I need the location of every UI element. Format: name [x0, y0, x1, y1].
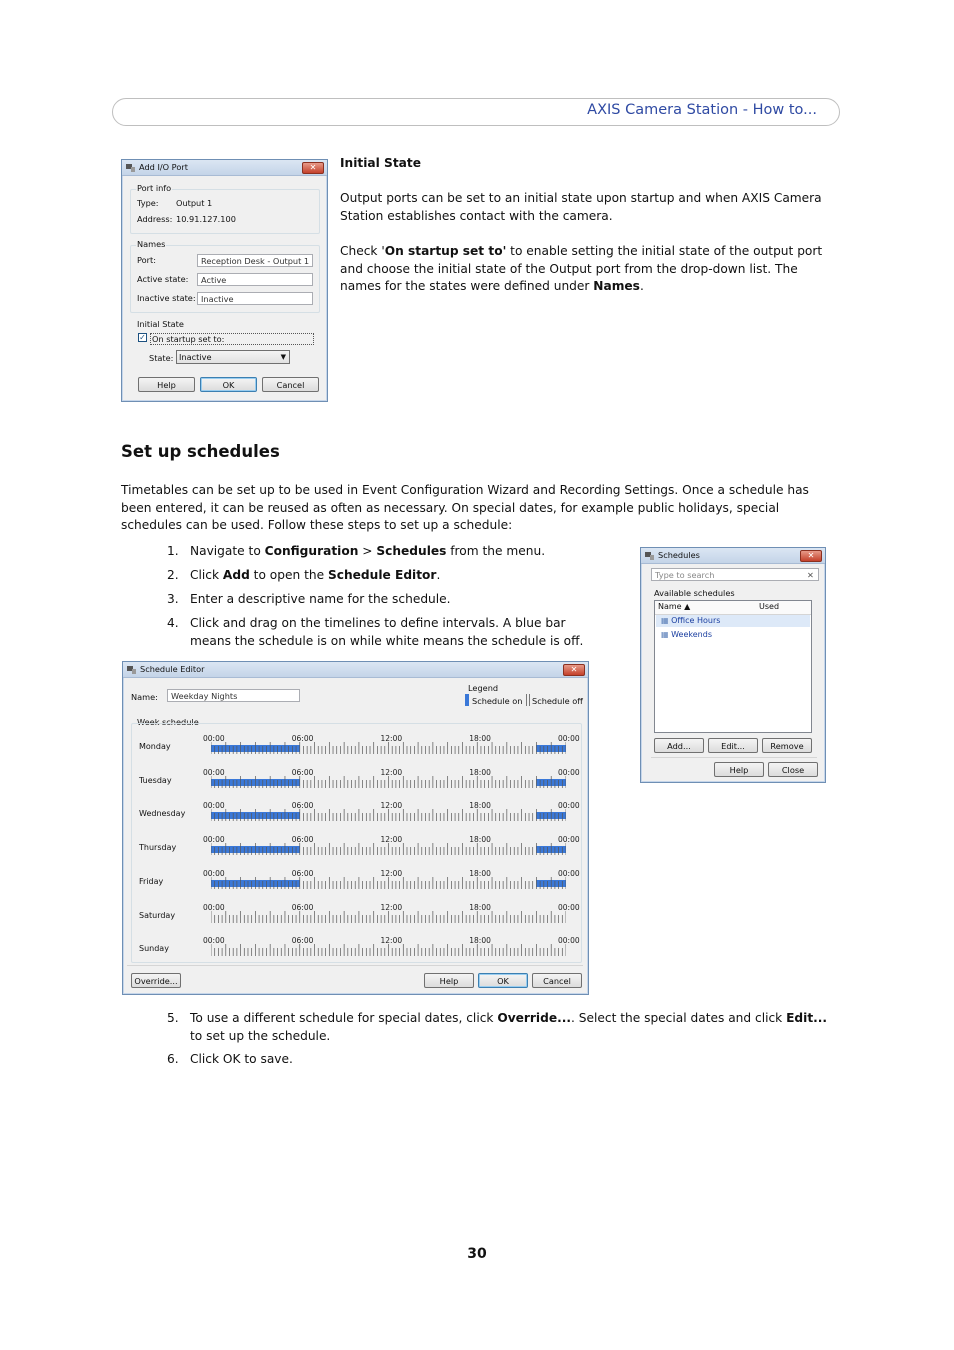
timeline-monday[interactable] — [211, 742, 566, 754]
text-run-bold: Override... — [497, 1011, 571, 1025]
page-number: 30 — [467, 1246, 487, 1262]
type-label: Type: — [137, 198, 159, 208]
tick-label: 18:00 — [469, 801, 491, 811]
startup-label: On startup set to: — [150, 333, 314, 345]
list-item[interactable] — [661, 630, 712, 639]
dialog-titlebar — [122, 160, 327, 176]
tick-label: 12:00 — [380, 902, 403, 912]
list-item-label: Weekends — [671, 630, 712, 639]
port-info-group — [130, 189, 320, 234]
tick-label: 12:00 — [380, 734, 403, 743]
dialog-title: Schedule Editor — [140, 664, 205, 674]
initial-state-label: Initial State — [137, 319, 184, 329]
tick-label: 00:00 — [558, 835, 580, 845]
tick-label: 06:00 — [291, 801, 314, 811]
help-button[interactable]: Help — [714, 762, 764, 777]
step-6-text: Click OK to save. — [190, 1052, 293, 1066]
divider — [127, 965, 583, 966]
col-header-name-label: Name — [658, 602, 682, 611]
tick-label: 12:00 — [380, 868, 403, 878]
tick-label: 18:00 — [469, 936, 491, 946]
tick-label: 00:00 — [203, 902, 225, 912]
app-icon — [126, 163, 135, 172]
tick-label: 00:00 — [203, 767, 225, 777]
name-label: Name: — [131, 692, 158, 702]
step-2-text — [190, 567, 610, 585]
text-run: Check ' — [340, 244, 385, 258]
text-run-bold: Names — [593, 279, 640, 294]
text-run: Click — [190, 568, 223, 582]
tick-label: 00:00 — [558, 734, 580, 743]
step-1-number: 1. — [167, 544, 179, 558]
legend-label: Legend — [468, 683, 499, 693]
week-schedule-label: Week schedule — [137, 717, 199, 727]
text-run: to enable setting the initial state of the output port and choose the initial state of the Output port from the drop-down list. The names for the states were defined under — [340, 244, 823, 294]
tick-label: 06:00 — [291, 835, 314, 845]
timeline-tuesday[interactable] — [211, 776, 566, 788]
initial-state-instructions — [340, 243, 832, 296]
close-icon[interactable]: ✕ — [800, 550, 822, 562]
schedules-intro: Timetables can be set up to be used in Event Configuration Wizard and Recording Settings. Once a schedule has been entered, it can be reused as often as necessary. On special dates, for example public holidays, special schedules can be used. Follow these steps to set up a schedule: — [121, 483, 809, 533]
help-button[interactable]: Help — [424, 973, 474, 988]
day-label: Wednesday — [139, 809, 186, 819]
tick-label: 00:00 — [558, 767, 580, 777]
text-run-bold: Schedules — [376, 544, 447, 558]
text-run-bold: Add — [222, 568, 250, 582]
tick-label: 18:00 — [469, 868, 491, 878]
close-icon[interactable]: ✕ — [302, 162, 324, 174]
tick-label: 06:00 — [291, 767, 314, 777]
step-4-number: 4. — [167, 616, 179, 630]
tick-label: 18:00 — [469, 734, 491, 743]
day-label: Sunday — [139, 944, 169, 954]
text-run: to open the — [249, 568, 328, 582]
app-icon — [127, 665, 136, 674]
tick-label: 12:00 — [380, 936, 403, 946]
tick-label: 12:00 — [380, 801, 403, 811]
tick-label: 18:00 — [469, 835, 491, 845]
sort-up-icon: ▲ — [684, 602, 691, 611]
step-2-number: 2. — [167, 568, 179, 582]
inactive-state-field[interactable]: Inactive — [197, 292, 313, 305]
port-name-field[interactable]: Reception Desk - Output 1 — [197, 254, 313, 267]
list-item-label: Office Hours — [671, 616, 721, 625]
cancel-button[interactable]: Cancel — [262, 377, 319, 392]
add-button[interactable]: Add... — [654, 738, 704, 753]
cancel-button[interactable]: Cancel — [532, 973, 582, 988]
state-label: State: — [149, 353, 174, 363]
text-run-bold: Configuration — [264, 544, 359, 558]
tick-label: 00:00 — [558, 936, 580, 946]
schedule-name-field[interactable]: Weekday Nights — [167, 689, 300, 702]
tick-label: 00:00 — [203, 734, 225, 743]
tick-label: 00:00 — [203, 801, 225, 811]
schedules-list[interactable] — [654, 600, 812, 733]
tick-label: 12:00 — [380, 767, 403, 777]
timeline-saturday[interactable] — [211, 911, 566, 923]
state-select[interactable] — [176, 350, 290, 364]
tick-label: 06:00 — [291, 902, 314, 912]
col-header-name[interactable] — [658, 602, 690, 611]
startup-checkbox[interactable]: ✓ — [139, 333, 146, 342]
address-label: Address: — [137, 214, 173, 224]
type-value: Output 1 — [176, 198, 213, 208]
timeline-sunday[interactable] — [211, 944, 566, 956]
divider — [651, 757, 817, 758]
ok-button[interactable]: OK — [200, 377, 257, 392]
state-select-value: Inactive — [179, 352, 212, 362]
step-3-text: Enter a descriptive name for the schedule. — [190, 592, 451, 606]
search-input[interactable]: Type to search — [651, 568, 819, 581]
ok-button[interactable]: OK — [478, 973, 528, 988]
edit-button[interactable]: Edit... — [708, 738, 758, 753]
col-header-used[interactable]: Used — [759, 602, 780, 611]
app-icon — [645, 551, 654, 560]
text-run: To use a different schedule for special dates, click — [190, 1011, 498, 1025]
step-4-text: Click and drag on the timelines to define intervals. A blue bar means the schedule is on while white means the schedule is off. — [190, 616, 584, 648]
tick-label: 00:00 — [558, 902, 580, 912]
remove-button[interactable]: Remove — [762, 738, 812, 753]
tick-label: 00:00 — [558, 868, 580, 878]
step-1-text — [190, 543, 610, 561]
clear-search-icon[interactable]: ✕ — [807, 570, 814, 580]
legend-on-label: Schedule on — [472, 696, 523, 706]
dialog-title: Schedules — [658, 550, 700, 560]
day-label: Monday — [139, 742, 171, 751]
available-schedules-label: Available schedules — [654, 588, 735, 598]
chevron-down-icon: ▼ — [280, 353, 286, 361]
text-run: . Select the special dates and click — [571, 1011, 787, 1025]
names-label: Names — [137, 239, 166, 249]
initial-state-paragraph: Output ports can be set to an initial state upon startup and when AXIS Camera Station establishes contact with the camera. — [340, 191, 822, 223]
day-label: Thursday — [139, 843, 177, 853]
step-6-number: 6. — [167, 1052, 179, 1066]
tick-label: 12:00 — [380, 835, 403, 845]
text-run: . — [436, 568, 441, 582]
add-io-port-dialog — [121, 159, 328, 402]
step-5-text — [190, 1010, 830, 1045]
day-label: Friday — [139, 876, 164, 886]
timeline-friday[interactable] — [211, 877, 566, 889]
timeline-thursday[interactable] — [211, 843, 566, 855]
dialog-titlebar — [123, 662, 588, 678]
header-title: AXIS Camera Station - How to... — [587, 102, 817, 118]
help-button[interactable]: Help — [138, 377, 195, 392]
legend-off-label: Schedule off — [532, 696, 583, 706]
override-button[interactable]: Override... — [131, 973, 181, 988]
inactive-state-label: Inactive state: — [137, 293, 196, 303]
tick-label: 00:00 — [203, 868, 225, 878]
calendar-icon: ▦ — [661, 630, 669, 639]
tick-label: 06:00 — [291, 868, 314, 878]
text-run-bold: Schedule Editor — [327, 568, 437, 582]
schedules-dialog — [640, 547, 826, 783]
legend-on-swatch — [465, 694, 469, 706]
dialog-titlebar — [641, 548, 825, 564]
tick-label: 00:00 — [558, 801, 580, 811]
tick-label: 06:00 — [291, 734, 314, 743]
step-3-number: 3. — [167, 592, 179, 606]
timeline-wednesday[interactable] — [211, 809, 566, 821]
port-label: Port: — [137, 255, 156, 265]
schedule-editor-dialog — [122, 661, 589, 995]
active-state-label: Active state: — [137, 274, 189, 284]
active-state-field[interactable]: Active — [197, 273, 313, 286]
text-run: . — [639, 279, 644, 294]
step-5-number: 5. — [167, 1011, 179, 1025]
tick-label: 00:00 — [203, 936, 225, 946]
page-header — [112, 98, 840, 126]
text-run: Navigate to — [190, 544, 265, 558]
port-info-label: Port info — [137, 183, 172, 193]
text-run: to set up the schedule. — [190, 1028, 331, 1043]
text-run-bold: On startup set to' — [384, 244, 507, 258]
day-label: Saturday — [139, 910, 176, 920]
tick-label: 18:00 — [469, 902, 491, 912]
text-run: > — [358, 544, 377, 558]
list-item[interactable] — [661, 616, 720, 625]
tick-label: 00:00 — [203, 835, 225, 845]
text-run: from the menu. — [446, 544, 546, 558]
day-label: Tuesday — [139, 775, 172, 785]
dialog-title: Add I/O Port — [139, 162, 188, 172]
text-run-bold: Edit... — [786, 1011, 828, 1025]
initial-state-heading: Initial State — [340, 156, 421, 170]
calendar-icon: ▦ — [661, 616, 669, 625]
tick-label: 06:00 — [291, 936, 314, 946]
close-icon[interactable]: ✕ — [563, 664, 585, 676]
tick-label: 18:00 — [469, 767, 491, 777]
address-value: 10.91.127.100 — [176, 214, 236, 224]
schedules-heading: Set up schedules — [121, 442, 280, 461]
close-button[interactable]: Close — [768, 762, 818, 777]
legend-off-swatch — [526, 694, 530, 706]
